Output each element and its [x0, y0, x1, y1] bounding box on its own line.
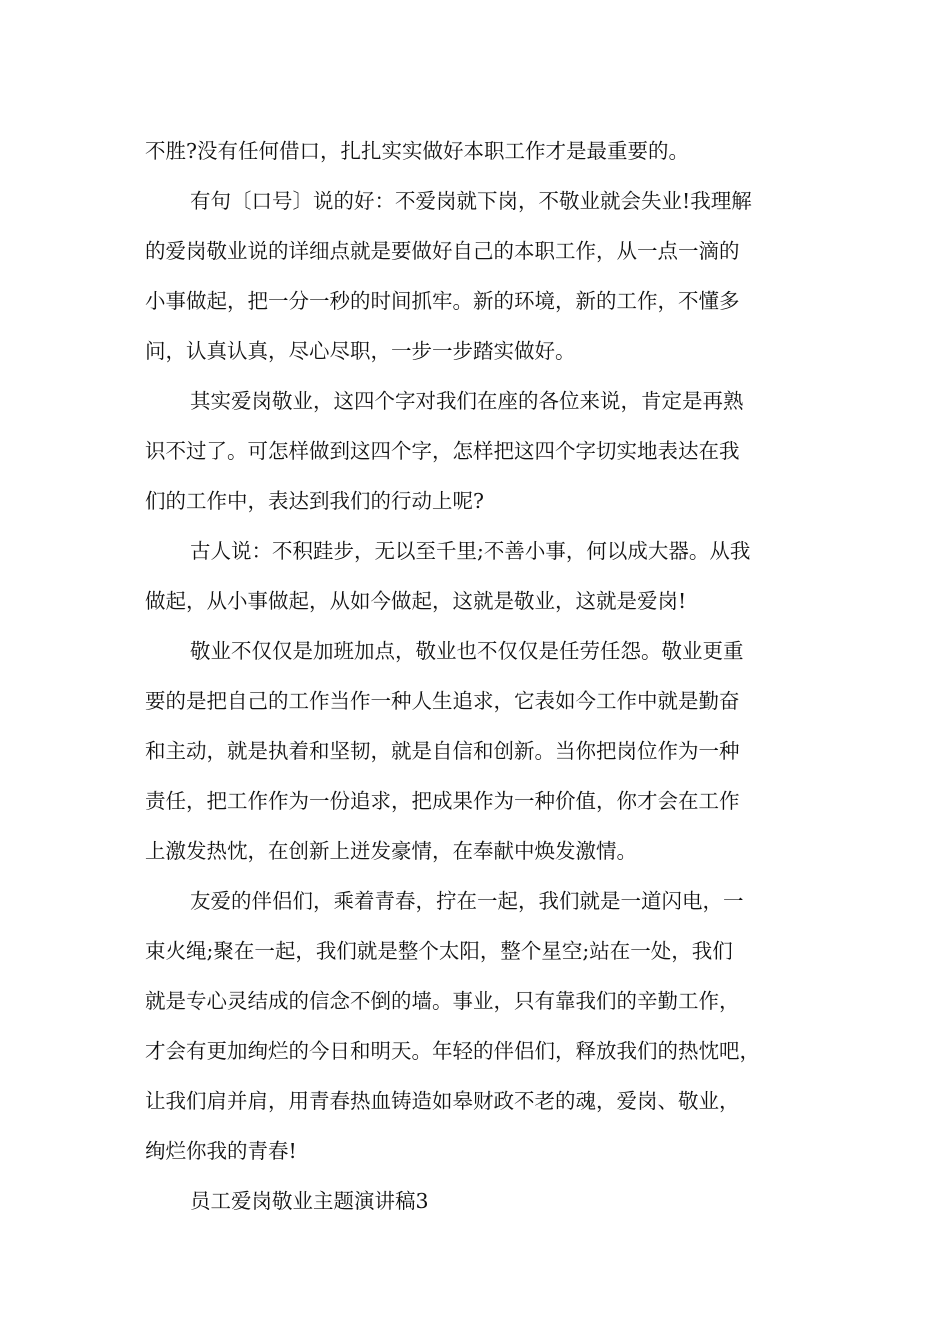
text-line: 小事做起，把一分一秒的时间抓牢。新的环境，新的工作，不懂多	[145, 289, 740, 313]
text-line: 就是专心灵结成的信念不倒的墙。事业，只有靠我们的辛勤工作，	[145, 989, 740, 1013]
paragraph-2	[145, 176, 810, 376]
text-line: 束火绳;聚在一起，我们就是整个太阳，整个星空;站在一处，我们	[145, 939, 733, 963]
paragraph-1	[145, 126, 810, 176]
section-heading: 员工爱岗敬业主题演讲稿3	[190, 1189, 429, 1213]
text-line: 问，认真认真，尽心尽职，一步一步踏实做好。	[145, 339, 576, 363]
paragraph-5	[145, 626, 810, 876]
text-line: 敬业不仅仅是加班加点，敬业也不仅仅是任劳任怨。敬业更重	[190, 639, 744, 663]
paragraph-4	[145, 526, 810, 626]
text-line: 责任，把工作作为一份追求，把成果作为一种价值，你才会在工作	[145, 789, 740, 813]
text-line: 们的工作中，表达到我们的行动上呢?	[145, 489, 484, 513]
document-body	[145, 126, 810, 1226]
text-line: 的爱岗敬业说的详细点就是要做好自己的本职工作，从一点一滴的	[145, 239, 740, 263]
text-line: 绚烂你我的青春!	[145, 1139, 297, 1163]
text-line: 和主动，就是执着和坚韧，就是自信和创新。当你把岗位作为一种	[145, 739, 740, 763]
text-line: 古人说：不积跬步，无以至千里;不善小事，何以成大器。从我	[190, 539, 751, 563]
paragraph-6	[145, 876, 810, 1176]
text-line: 才会有更加绚烂的今日和明天。年轻的伴侣们，释放我们的热忱吧，	[145, 1039, 760, 1063]
paragraph-3	[145, 376, 810, 526]
text-line: 让我们肩并肩，用青春热血铸造如皋财政不老的魂，爱岗、敬业，	[145, 1089, 740, 1113]
text-line: 友爱的伴侣们，乘着青春，拧在一起，我们就是一道闪电，一	[190, 889, 744, 913]
text-line: 做起，从小事做起，从如今做起，这就是敬业，这就是爱岗!	[145, 589, 687, 613]
text-line: 识不过了。可怎样做到这四个字，怎样把这四个字切实地表达在我	[145, 439, 740, 463]
text-line: 上激发热忱，在创新上迸发豪情，在奉献中焕发激情。	[145, 839, 637, 863]
text-line: 有句〔口号〕说的好：不爱岗就下岗，不敬业就会失业!我理解	[190, 189, 752, 213]
text-line: 要的是把自己的工作当作一种人生追求，它表如今工作中就是勤奋	[145, 689, 740, 713]
text-line: 不胜?没有任何借口，扎扎实实做好本职工作才是最重要的。	[145, 139, 689, 163]
text-line: 其实爱岗敬业，这四个字对我们在座的各位来说，肯定是再熟	[190, 389, 744, 413]
